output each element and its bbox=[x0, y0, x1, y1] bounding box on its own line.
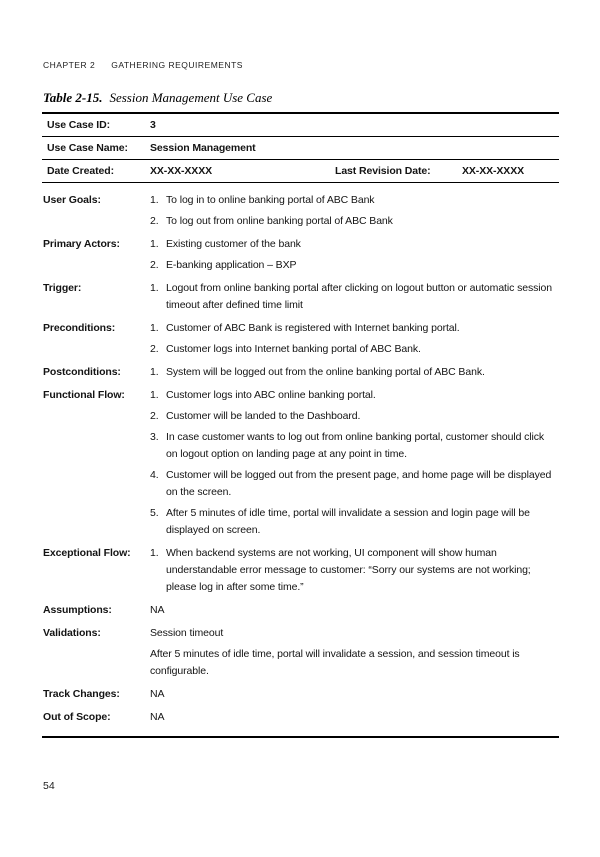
row-value bbox=[150, 192, 559, 234]
row-label: Primary Actors: bbox=[43, 238, 120, 250]
list-item bbox=[150, 364, 557, 381]
item-number: 4. bbox=[150, 469, 159, 481]
item-number: 2. bbox=[150, 343, 159, 355]
table-caption bbox=[43, 90, 272, 106]
item-text: To log out from online banking portal of ABC Bank bbox=[166, 215, 393, 227]
row-label: Track Changes: bbox=[43, 688, 120, 700]
row-label-revision: Last Revision Date: bbox=[335, 165, 431, 177]
list-item bbox=[150, 257, 557, 274]
row-label: Validations: bbox=[43, 627, 101, 639]
chapter-label: CHAPTER 2 bbox=[43, 60, 96, 70]
row-label: User Goals: bbox=[43, 194, 101, 206]
row-value bbox=[150, 625, 559, 684]
row-value: Session Management bbox=[150, 142, 256, 154]
row-value bbox=[150, 280, 559, 318]
item-text: Customer will be landed to the Dashboard. bbox=[166, 410, 361, 422]
table-row-user-goals bbox=[43, 192, 559, 234]
table-row-track-changes bbox=[43, 686, 559, 707]
item-number: 2. bbox=[150, 410, 159, 422]
page-number: 54 bbox=[43, 780, 55, 792]
table-row-primary-actors bbox=[43, 236, 559, 278]
item-text: Customer of ABC Bank is registered with Internet banking portal. bbox=[166, 322, 460, 334]
list-item bbox=[150, 236, 557, 253]
list-item bbox=[150, 320, 557, 337]
list-item bbox=[150, 505, 557, 539]
table-row-use-case-id bbox=[42, 114, 559, 137]
item-text: Existing customer of the bank bbox=[166, 238, 301, 250]
item-number: 1. bbox=[150, 322, 159, 334]
usecase-table bbox=[42, 112, 559, 738]
item-text: Customer logs into ABC online banking portal. bbox=[166, 389, 376, 401]
row-label: Trigger: bbox=[43, 282, 82, 294]
item-number: 1. bbox=[150, 238, 159, 250]
row-value bbox=[150, 236, 559, 278]
table-body bbox=[42, 183, 559, 736]
table-row-preconditions bbox=[43, 320, 559, 362]
row-value bbox=[150, 602, 559, 623]
list-item bbox=[150, 429, 557, 463]
running-head bbox=[43, 60, 243, 70]
row-value bbox=[150, 387, 559, 543]
row-value bbox=[150, 320, 559, 362]
list-item bbox=[150, 280, 557, 314]
item-text: Logout from online banking portal after clicking on logout button or automatic session timeout after defined time limit bbox=[166, 282, 552, 311]
row-label: Exceptional Flow: bbox=[43, 547, 131, 559]
row-label: Use Case ID: bbox=[47, 119, 110, 131]
caption-title: Session Management Use Case bbox=[109, 90, 273, 105]
row-label: Use Case Name: bbox=[47, 142, 128, 154]
item-number: 1. bbox=[150, 389, 159, 401]
table-row-dates bbox=[42, 160, 559, 183]
row-label: Assumptions: bbox=[43, 604, 112, 616]
table-row-assumptions bbox=[43, 602, 559, 623]
row-label: Postconditions: bbox=[43, 366, 121, 378]
item-text: To log in to online banking portal of ABC Bank bbox=[166, 194, 375, 206]
item-number: 1. bbox=[150, 194, 159, 206]
item-text: In case customer wants to log out from online banking portal, customer should click on logout option on landing page at any point in time. bbox=[166, 431, 545, 460]
item-number: 5. bbox=[150, 507, 159, 519]
item-text: E-banking application – BXP bbox=[166, 259, 297, 271]
chapter-title: GATHERING REQUIREMENTS bbox=[111, 60, 243, 70]
item-text: When backend systems are not working, UI component will show human understandable error message to customer: “Sorry our systems are not working; please log in after some time.” bbox=[166, 547, 531, 593]
row-value: XX-XX-XXXX bbox=[150, 165, 213, 177]
table-row-trigger bbox=[43, 280, 559, 318]
list-item bbox=[150, 192, 557, 209]
item-text: After 5 minutes of idle time, portal will invalidate a session and login page will be displayed on screen. bbox=[166, 507, 530, 536]
table-row-exceptional-flow bbox=[43, 545, 559, 600]
row-value bbox=[150, 545, 559, 600]
row-value: 3 bbox=[150, 119, 156, 131]
table-row-postconditions bbox=[43, 364, 559, 385]
row-label: Preconditions: bbox=[43, 322, 116, 334]
row-label: Out of Scope: bbox=[43, 711, 111, 723]
item-text: System will be logged out from the online banking portal of ABC Bank. bbox=[166, 366, 485, 378]
table-row-out-of-scope bbox=[43, 709, 559, 730]
item-number: 1. bbox=[150, 547, 159, 559]
row-label: Functional Flow: bbox=[43, 389, 125, 401]
row-label: Date Created: bbox=[47, 165, 114, 177]
list-item bbox=[150, 341, 557, 358]
item-number: 2. bbox=[150, 215, 159, 227]
row-text-line: NA bbox=[150, 711, 165, 723]
list-item bbox=[150, 408, 557, 425]
row-text-line: Session timeout bbox=[150, 627, 224, 639]
item-text: Customer will be logged out from the present page, and home page will be displayed on the screen. bbox=[166, 469, 552, 498]
row-value bbox=[150, 709, 559, 730]
table-row-functional-flow bbox=[43, 387, 559, 543]
table-row-validations bbox=[43, 625, 559, 684]
row-text-line: After 5 minutes of idle time, portal will invalidate a session, and session timeout is configurable. bbox=[150, 648, 520, 677]
list-item bbox=[150, 387, 557, 404]
table-row-use-case-name bbox=[42, 137, 559, 160]
list-item bbox=[150, 545, 557, 596]
row-value bbox=[150, 364, 559, 385]
item-number: 3. bbox=[150, 431, 159, 443]
caption-label: Table 2-15. bbox=[43, 90, 103, 105]
row-text-line: NA bbox=[150, 604, 165, 616]
list-item bbox=[150, 467, 557, 501]
row-value-revision: XX-XX-XXXX bbox=[462, 165, 525, 177]
row-text-line: NA bbox=[150, 688, 165, 700]
item-text: Customer logs into Internet banking portal of ABC Bank. bbox=[166, 343, 421, 355]
item-number: 1. bbox=[150, 282, 159, 294]
item-number: 2. bbox=[150, 259, 159, 271]
row-value bbox=[150, 686, 559, 707]
item-number: 1. bbox=[150, 366, 159, 378]
list-item bbox=[150, 213, 557, 230]
